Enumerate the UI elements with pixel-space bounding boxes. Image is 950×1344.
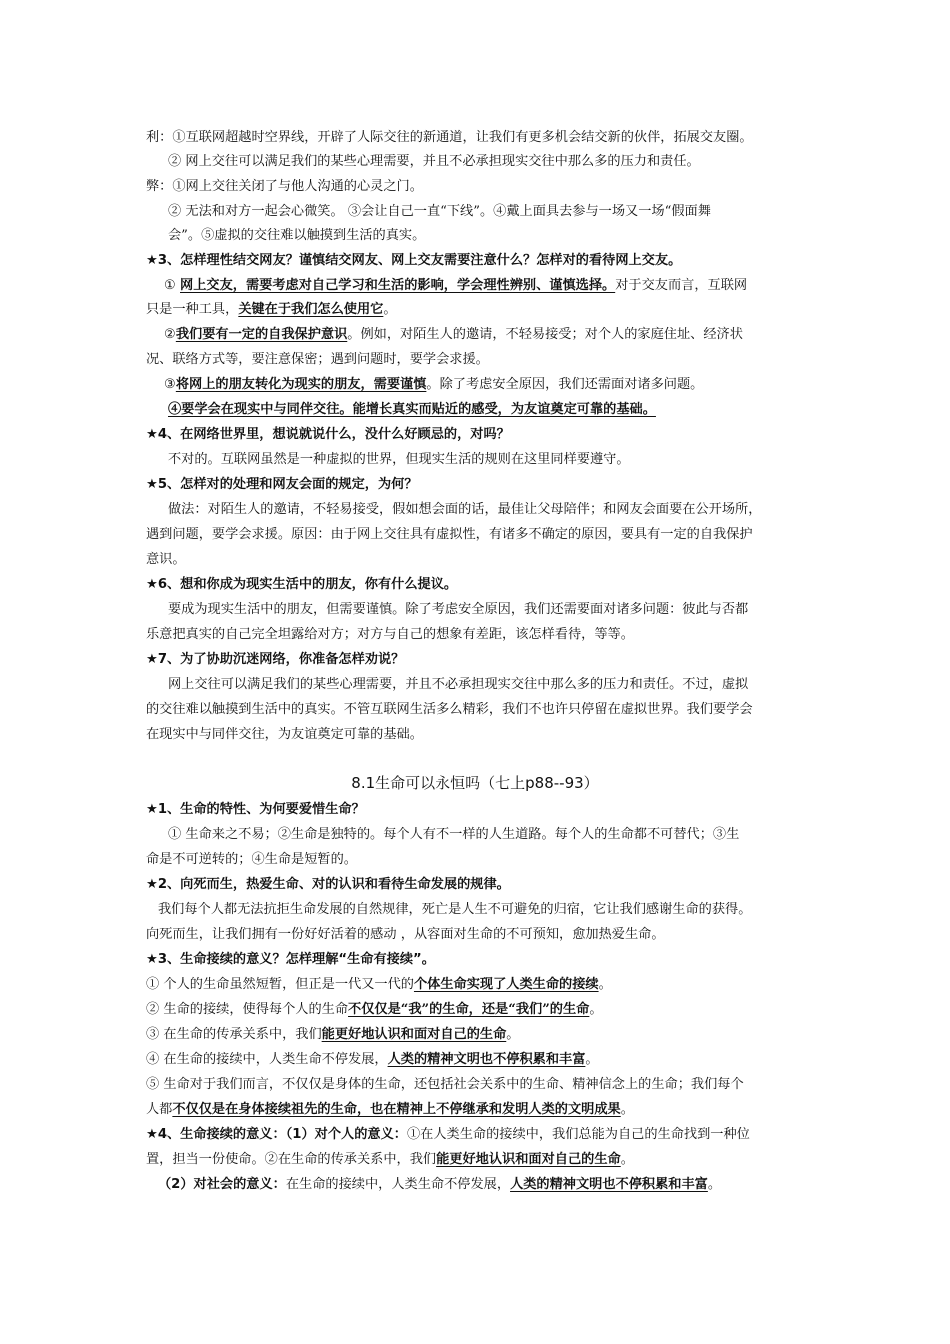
text-line (168, 152, 700, 172)
text-line (146, 1100, 634, 1120)
text-run: ① 个人的生命虽然短暂，但正是一代又一代的 (146, 977, 414, 992)
text-run: 意识。 (146, 552, 186, 567)
text-run: 命是不可逆转的；④生命是短暂的。 (146, 852, 357, 867)
question-heading: ★3、生命接续的意义？怎样理解“生命有接续”。 (146, 952, 435, 967)
text-line (146, 575, 457, 595)
text-run: 。 (383, 302, 397, 317)
emphasis-text: 不仅仅是“我”的生命，还是“我们”的生命 (348, 1002, 590, 1017)
text-run: 。例如，对陌生人的邀请，不轻易接受；对个人的家庭住址、经济状 (347, 327, 743, 342)
section-title: 8.1生命可以永恒吗（七上p88--93） (351, 774, 599, 792)
text-run: 。 (585, 1052, 599, 1067)
text-line (146, 1150, 634, 1170)
text-run: 利：①互联网超越时空界线，开辟了人际交往的新通道，让我们有更多机会结交新的伙伴，拓展交友圈。 (146, 130, 753, 145)
text-line (146, 925, 665, 945)
text-run: 。 (620, 1152, 634, 1167)
text-run: ① (164, 278, 181, 293)
text-run: ② 无法和对方一起会心微笑。 ③会让自己一直“下线”。④戴上面具去参与一场又一场“假面舞 (168, 204, 711, 219)
emphasis-text: 能更好地认识和面对自己的生命 (436, 1152, 621, 1167)
text-run: 在现实中与同伴交往，为友谊奠定可靠的基础。 (146, 727, 423, 742)
text-run: 。除了考虑安全原因，我们还需面对诸多问题。 (426, 377, 704, 392)
question-heading: （2）对社会的意义： (158, 1177, 286, 1192)
question-heading: ★7、为了协助沉迷网络，你准备怎样劝说？ (146, 652, 405, 667)
text-run: ④ 在生命的接续中，人类生命不停发展， (146, 1052, 388, 1067)
text-run: 会”。⑤虚拟的交往难以触摸到生活的真实。 (168, 228, 426, 243)
question-heading: ★2、向死而生，热爱生命、对的认识和看待生命发展的规律。 (146, 877, 510, 892)
text-line (168, 600, 748, 620)
text-run: ① 生命来之不易；②生命是独特的。每个人有不一样的人生道路。每个人的生命都不可替代；③生 (168, 827, 740, 842)
text-run: 置，担当一份使命。②在生命的传承关系中，我们 (146, 1152, 437, 1167)
emphasis-text: 人类的精神文明也不停积累和丰富 (387, 1052, 586, 1067)
text-run: 做法：对陌生人的邀请，不轻易接受，假如想会面的话，最佳让父母陪伴；和网友会面要在公开场所， (168, 502, 762, 517)
text-line (146, 1025, 519, 1045)
question-heading: ★4、在网络世界里，想说就说什么，没什么好顾忌的，对吗？ (146, 427, 510, 442)
text-run: 。 (598, 977, 612, 992)
text-line (146, 1050, 599, 1070)
text-line (158, 1175, 721, 1195)
text-line (168, 675, 748, 695)
text-run: 向死而生，让我们拥有一份好好活着的感动 ，从容面对生命的不可预知，愈加热爱生命。 (146, 927, 665, 942)
text-run: ③ (164, 377, 176, 392)
text-line (146, 525, 753, 545)
text-run: 的交往难以触摸到生活中的真实。不管互联网生活多么精彩，我们不也许只停留在虚拟世界。我们要学会 (146, 702, 753, 717)
question-heading: ★4、生命接续的意义：（1）对个人的意义： (146, 1127, 407, 1142)
text-line (146, 975, 612, 995)
text-run: 况、联络方式等，要注意保密；遇到问题时，要学会求援。 (146, 352, 489, 367)
text-run: 。 (620, 1102, 634, 1117)
text-run: ③ 在生命的传承关系中，我们 (146, 1027, 322, 1042)
text-run: 我们每个人都无法抗拒生命发展的自然规律，死亡是人生不可避免的归宿，它让我们感谢生命的获得。 (158, 902, 752, 917)
text-run: ② (164, 327, 176, 342)
emphasis-text: 不仅仅是在身体接续祖先的生命，也在精神上不停继承和发明人类的文明成果 (172, 1102, 621, 1117)
text-run: 。 (506, 1027, 520, 1042)
text-line (168, 500, 761, 520)
text-run: 乐意把真实的自己完全坦露给对方；对方与自己的想象有差距，该怎样看待，等等。 (146, 627, 634, 642)
text-line (146, 425, 510, 445)
text-line (168, 450, 630, 470)
text-run: 网上交往可以满足我们的某些心理需要，并且不必承担现实交往中那么多的压力和责任。不过，虚拟 (168, 677, 749, 692)
text-line (146, 725, 423, 745)
text-run: ⑤ 生命对于我们而言，不仅仅是身体的生命，还包括社会关系中的生命、精神信念上的生命；我们每个 (146, 1077, 744, 1092)
text-run: 只是一种工具， (146, 302, 239, 317)
text-line (146, 850, 357, 870)
text-line (146, 475, 418, 495)
text-line (168, 825, 739, 845)
emphasis-text: 我们要有一定的自我保护意识 (175, 327, 348, 342)
text-run: 弊：①网上交往关闭了与他人沟通的心灵之门。 (146, 179, 423, 194)
text-run: 不对的。互联网虽然是一种虚拟的世界，但现实生活的规则在这里同样要遵守。 (168, 452, 630, 467)
text-line (146, 177, 423, 197)
question-heading: ★5、怎样对的处理和网友会面的规定，为何？ (146, 477, 418, 492)
emphasis-text: 能更好地认识和面对自己的生命 (321, 1027, 507, 1042)
text-run: ② 生命的接续，使得每个人的生命 (146, 1002, 349, 1017)
text-line (164, 375, 703, 395)
text-line (146, 625, 634, 645)
text-line (146, 800, 365, 820)
question-heading: ★6、想和你成为现实生活中的朋友，你有什么提议。 (146, 577, 458, 592)
emphasis-text: 人类的精神文明也不停积累和丰富 (510, 1177, 708, 1192)
text-line (146, 128, 753, 148)
text-run: ①在人类生命的接续中，我们总能为自己的生命找到一种位 (406, 1127, 750, 1142)
question-heading: ★1、生命的特性、为何要爱惜生命？ (146, 802, 365, 817)
text-line (164, 325, 743, 345)
text-line (146, 300, 397, 320)
text-line (146, 950, 435, 970)
text-line (168, 226, 425, 246)
text-run: 对于交友而言，互联网 (615, 278, 748, 293)
question-heading: ★3、怎样理性结交网友？谨慎结交网友、网上交友需要注意什么？怎样对的看待网上交友。 (146, 253, 682, 268)
text-line (158, 900, 751, 920)
emphasis-text: 个体生命实现了人类生命的接续 (413, 977, 599, 992)
text-line (146, 350, 489, 370)
text-line (164, 276, 747, 296)
text-run: ② 网上交往可以满足我们的某些心理需要，并且不必承担现实交往中那么多的压力和责任。 (168, 154, 700, 169)
text-line (146, 650, 404, 670)
text-line (146, 1125, 750, 1145)
text-run: 人都 (146, 1102, 173, 1117)
text-run: 遇到问题，要学会求援。原因：由于网上交往具有虚拟性，有诸多不确定的原因，要具有一定的自我保护 (146, 527, 753, 542)
emphasis-text: ④要学会在现实中与同伴交往。能增长真实而贴近的感受，为友谊奠定可靠的基础。 (168, 402, 656, 417)
text-run: 要成为现实生活中的朋友，但需要谨慎。除了考虑安全原因，我们还需要面对诸多问题：彼此与否都 (168, 602, 749, 617)
emphasis-text: 网上交友，需要考虑对自己学习和生活的影响，学会理性辨别、谨慎选择。 (180, 278, 616, 293)
text-run: 。 (589, 1002, 603, 1017)
text-line (146, 700, 753, 720)
emphasis-text: 将网上的朋友转化为现实的朋友，需要谨慎 (175, 377, 427, 392)
text-line (146, 550, 186, 570)
text-line (146, 251, 681, 271)
text-line (146, 875, 510, 895)
text-line (168, 400, 656, 420)
text-run: 。 (707, 1177, 722, 1192)
text-line (168, 202, 711, 222)
text-run: 在生命的接续中，人类生命不停发展， (285, 1177, 511, 1192)
emphasis-text: 关键在于我们怎么使用它 (238, 302, 384, 317)
text-line (146, 1075, 744, 1095)
text-line (146, 1000, 603, 1020)
